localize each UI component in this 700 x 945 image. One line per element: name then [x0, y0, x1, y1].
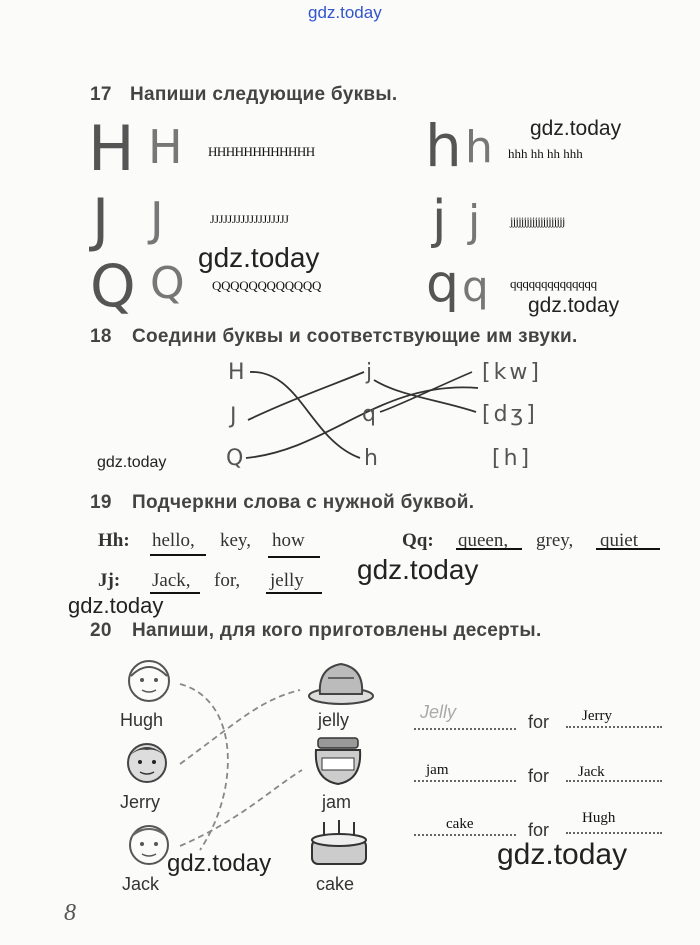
trace-letter-Q: Q [150, 258, 185, 309]
hugh-face-icon [124, 656, 174, 706]
exercise-20-number: 20 [90, 620, 112, 641]
letter-h: h [364, 446, 378, 471]
sound-dzh: [dʒ] [482, 402, 538, 427]
jj-label: Jj: [98, 570, 121, 591]
answer-row-3-person: Hugh [582, 810, 616, 826]
dessert-jam: jam [322, 792, 352, 812]
hh-word-hello: hello, [152, 530, 195, 551]
trace-letter-H: H [148, 120, 183, 174]
underline-hello [150, 554, 206, 556]
underline-quiet [596, 548, 660, 550]
dessert-jelly: jelly [318, 710, 350, 730]
exercise-18-title: Соедини буквы и соответствующие им звуки. [132, 326, 578, 347]
for-2: for [528, 766, 550, 786]
watermark-5: gdz.today [357, 554, 479, 585]
answer-row-2-person-line [566, 780, 662, 782]
trace-letter-j: j [468, 196, 481, 247]
jam-jar-icon [308, 732, 368, 788]
dessert-cake: cake [316, 874, 355, 894]
sound-h: [h] [492, 446, 533, 471]
jelly-icon [306, 658, 376, 708]
watermark-3: gdz.today [528, 294, 620, 317]
trace-letter-J: J [150, 192, 164, 246]
exercise-17-title: Напиши следующие буквы. [130, 84, 398, 105]
watermark-top: gdz.today [308, 3, 382, 22]
letter-J: J [230, 404, 237, 429]
exercise-20-title: Напиши, для кого приготовлены десерты. [132, 620, 542, 641]
jj-word-jelly: jelly [270, 570, 304, 591]
answer-row-1-dessert: Jelly [420, 702, 457, 722]
for-1: for [528, 712, 550, 732]
page-number: 8 [64, 900, 76, 926]
jj-word-for: for, [214, 570, 241, 591]
hh-word-how: how [272, 530, 305, 551]
handwritten-Q-row: QQQQQQQQQQQQ [212, 278, 322, 293]
hh-word-key: key, [220, 530, 251, 551]
letter-H: H [228, 360, 245, 385]
answer-row-3-dessert-line [414, 834, 516, 836]
exercise-18-number: 18 [90, 326, 112, 347]
for-3: for [528, 820, 550, 840]
qq-word-quiet: quiet [600, 530, 638, 551]
jj-word-jack: Jack, [152, 570, 191, 591]
handwritten-j-row: jjjjjjjjjjjjjjjjjjjj [510, 214, 565, 228]
answer-row-2-dessert-line [414, 780, 516, 782]
watermark-8: gdz.today [497, 838, 628, 871]
watermark-4: gdz.today [97, 454, 167, 471]
underline-jelly [266, 592, 322, 594]
big-letter-q: q [426, 254, 460, 314]
cake-icon [304, 816, 374, 872]
handwritten-q-row: qqqqqqqqqqqqqq [510, 276, 597, 291]
big-letter-h: h [425, 112, 462, 180]
trace-letter-h: h [465, 122, 493, 173]
letter-Q: Q [226, 446, 244, 471]
letter-q: q [362, 402, 376, 427]
underline-queen [456, 548, 522, 550]
exercise-19-title: Подчеркни слова с нужной буквой. [132, 492, 475, 513]
watermark-1: gdz.today [530, 117, 622, 140]
qq-word-queen: queen, [458, 530, 509, 551]
answer-row-2-dessert: jam [426, 762, 449, 778]
handwritten-h-row: hhh hh hh hhh [508, 146, 583, 161]
watermark-2: gdz.today [198, 242, 320, 273]
underline-how [268, 556, 320, 558]
answer-row-1-dessert-line [414, 728, 516, 730]
person-jack: Jack [122, 874, 160, 894]
qq-word-grey: grey, [536, 530, 574, 551]
big-letter-Q: Q [90, 252, 136, 320]
person-hugh: Hugh [120, 710, 164, 730]
big-letter-j: j [432, 190, 447, 250]
exercise-17-number: 17 [90, 84, 112, 105]
letter-j: j [366, 360, 373, 385]
watermark-6: gdz.today [68, 593, 164, 618]
person-jerry: Jerry [120, 792, 160, 812]
qq-label: Qq: [402, 530, 434, 551]
handwritten-H-row: HHHHHHHHHHHH [208, 144, 315, 159]
watermark-7: gdz.today [167, 850, 272, 877]
hh-label: Hh: [98, 530, 130, 551]
big-letter-J: J [92, 186, 110, 254]
trace-letter-q: q [462, 262, 489, 311]
big-letter-H: H [88, 112, 135, 185]
answer-row-3-person-line [566, 832, 662, 834]
exercise-19-number: 19 [90, 492, 112, 513]
answer-row-2-person: Jack [578, 764, 605, 780]
sound-kw: [kw] [482, 360, 542, 385]
answer-row-1-person: Jerry [582, 708, 612, 724]
answer-row-3-dessert: cake [446, 816, 474, 832]
answer-row-1-person-line [566, 726, 662, 728]
handwritten-J-row: JJJJJJJJJJJJJJJJJJ [210, 212, 289, 226]
jerry-face-icon [122, 736, 172, 788]
